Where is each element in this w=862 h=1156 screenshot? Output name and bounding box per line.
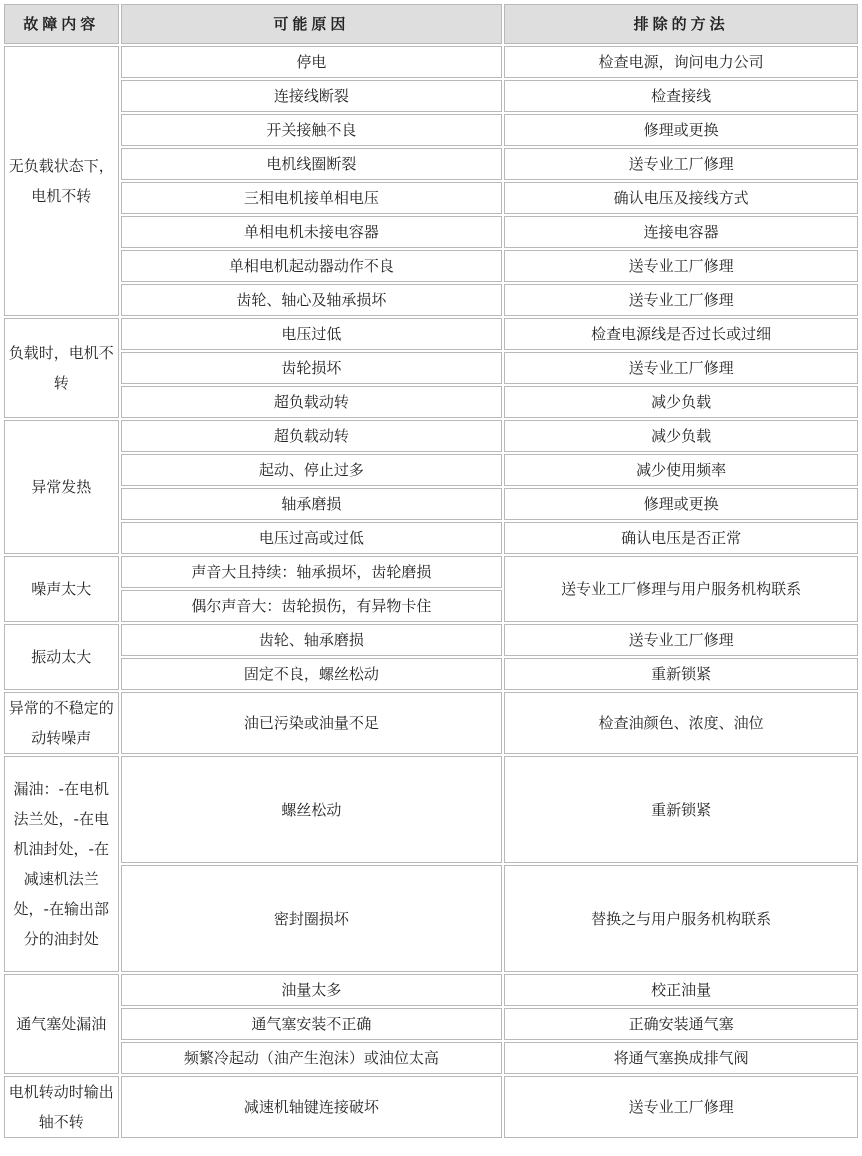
cause-cell: 三相电机接单相电压 bbox=[121, 182, 503, 214]
cause-cell: 电机线圈断裂 bbox=[121, 148, 503, 180]
remedy-cell: 减少负载 bbox=[504, 420, 858, 452]
table-row bbox=[4, 974, 858, 1006]
table-row bbox=[4, 692, 858, 754]
cause-cell: 固定不良，螺丝松动 bbox=[121, 658, 503, 690]
table-row bbox=[4, 352, 858, 384]
fault-cell: 通气塞处漏油 bbox=[4, 974, 119, 1074]
remedy-cell: 校正油量 bbox=[504, 974, 858, 1006]
table-row bbox=[4, 318, 858, 350]
cause-cell: 油已污染或油量不足 bbox=[121, 692, 503, 754]
cause-cell: 油量太多 bbox=[121, 974, 503, 1006]
table-row bbox=[4, 46, 858, 78]
table-row bbox=[4, 148, 858, 180]
remedy-cell: 修理或更换 bbox=[504, 114, 858, 146]
table-row bbox=[4, 488, 858, 520]
cause-cell: 螺丝松动 bbox=[121, 756, 503, 863]
fault-cell: 漏油：-在电机法兰处，-在电机油封处，-在减速机法兰处，-在输出部分的油封处 bbox=[4, 756, 119, 972]
cause-cell: 开关接触不良 bbox=[121, 114, 503, 146]
header-row bbox=[4, 4, 858, 44]
table-row bbox=[4, 216, 858, 248]
fault-cell: 无负载状态下，电机不转 bbox=[4, 46, 119, 316]
cause-cell: 齿轮、轴承磨损 bbox=[121, 624, 503, 656]
remedy-cell: 送专业工厂修理 bbox=[504, 250, 858, 282]
cause-cell: 通气塞安装不正确 bbox=[121, 1008, 503, 1040]
cause-cell: 齿轮损坏 bbox=[121, 352, 503, 384]
remedy-cell: 检查油颜色、浓度、油位 bbox=[504, 692, 858, 754]
remedy-cell: 送专业工厂修理 bbox=[504, 148, 858, 180]
table-row bbox=[4, 1076, 858, 1138]
remedy-cell: 送专业工厂修理 bbox=[504, 352, 858, 384]
table-row bbox=[4, 756, 858, 863]
fault-cell: 电机转动时输出轴不转 bbox=[4, 1076, 119, 1138]
fault-cell: 噪声太大 bbox=[4, 556, 119, 622]
table-row bbox=[4, 1042, 858, 1074]
table-row bbox=[4, 865, 858, 972]
fault-cell: 异常发热 bbox=[4, 420, 119, 554]
table-row bbox=[4, 658, 858, 690]
remedy-cell: 送专业工厂修理与用户服务机构联系 bbox=[504, 556, 858, 622]
fault-cell: 异常的不稳定的动转噪声 bbox=[4, 692, 119, 754]
table-row bbox=[4, 1008, 858, 1040]
remedy-cell: 连接电容器 bbox=[504, 216, 858, 248]
remedy-cell: 检查电源，询问电力公司 bbox=[504, 46, 858, 78]
table-row bbox=[4, 522, 858, 554]
table-row bbox=[4, 386, 858, 418]
table-body bbox=[4, 46, 858, 1138]
fault-cell: 振动太大 bbox=[4, 624, 119, 690]
cause-cell: 偶尔声音大：齿轮损伤，有异物卡住 bbox=[121, 590, 503, 622]
remedy-cell: 确认电压及接线方式 bbox=[504, 182, 858, 214]
remedy-cell: 减少负载 bbox=[504, 386, 858, 418]
fault-cell: 负载时，电机不转 bbox=[4, 318, 119, 418]
cause-cell: 电压过低 bbox=[121, 318, 503, 350]
table-row bbox=[4, 114, 858, 146]
remedy-cell: 重新锁紧 bbox=[504, 658, 858, 690]
cause-cell: 减速机轴键连接破坏 bbox=[121, 1076, 503, 1138]
remedy-cell: 检查接线 bbox=[504, 80, 858, 112]
cause-cell: 齿轮、轴心及轴承损坏 bbox=[121, 284, 503, 316]
cause-cell: 起动、停止过多 bbox=[121, 454, 503, 486]
header-fault: 故障内容 bbox=[4, 4, 119, 44]
table-row bbox=[4, 182, 858, 214]
cause-cell: 频繁冷起动（油产生泡沫）或油位太高 bbox=[121, 1042, 503, 1074]
remedy-cell: 替换之与用户服务机构联系 bbox=[504, 865, 858, 972]
table-row bbox=[4, 556, 858, 588]
remedy-cell: 送专业工厂修理 bbox=[504, 1076, 858, 1138]
remedy-cell: 将通气塞换成排气阀 bbox=[504, 1042, 858, 1074]
remedy-cell: 确认电压是否正常 bbox=[504, 522, 858, 554]
remedy-cell: 正确安装通气塞 bbox=[504, 1008, 858, 1040]
remedy-cell: 重新锁紧 bbox=[504, 756, 858, 863]
table-row bbox=[4, 80, 858, 112]
cause-cell: 超负载动转 bbox=[121, 420, 503, 452]
cause-cell: 停电 bbox=[121, 46, 503, 78]
header-cause: 可能原因 bbox=[121, 4, 503, 44]
cause-cell: 连接线断裂 bbox=[121, 80, 503, 112]
remedy-cell: 减少使用频率 bbox=[504, 454, 858, 486]
cause-cell: 密封圈损坏 bbox=[121, 865, 503, 972]
table-row bbox=[4, 420, 858, 452]
cause-cell: 电压过高或过低 bbox=[121, 522, 503, 554]
cause-cell: 超负载动转 bbox=[121, 386, 503, 418]
cause-cell: 单相电机未接电容器 bbox=[121, 216, 503, 248]
troubleshooting-table-wrapper bbox=[2, 2, 860, 1140]
cause-cell: 声音大且持续：轴承损坏，齿轮磨损 bbox=[121, 556, 503, 588]
cause-cell: 单相电机起动器动作不良 bbox=[121, 250, 503, 282]
remedy-cell: 检查电源线是否过长或过细 bbox=[504, 318, 858, 350]
header-remedy: 排除的方法 bbox=[504, 4, 858, 44]
remedy-cell: 修理或更换 bbox=[504, 488, 858, 520]
table-row bbox=[4, 624, 858, 656]
table-row bbox=[4, 284, 858, 316]
remedy-cell: 送专业工厂修理 bbox=[504, 284, 858, 316]
table-row bbox=[4, 454, 858, 486]
troubleshooting-table bbox=[2, 2, 860, 1140]
table-row bbox=[4, 250, 858, 282]
remedy-cell: 送专业工厂修理 bbox=[504, 624, 858, 656]
cause-cell: 轴承磨损 bbox=[121, 488, 503, 520]
